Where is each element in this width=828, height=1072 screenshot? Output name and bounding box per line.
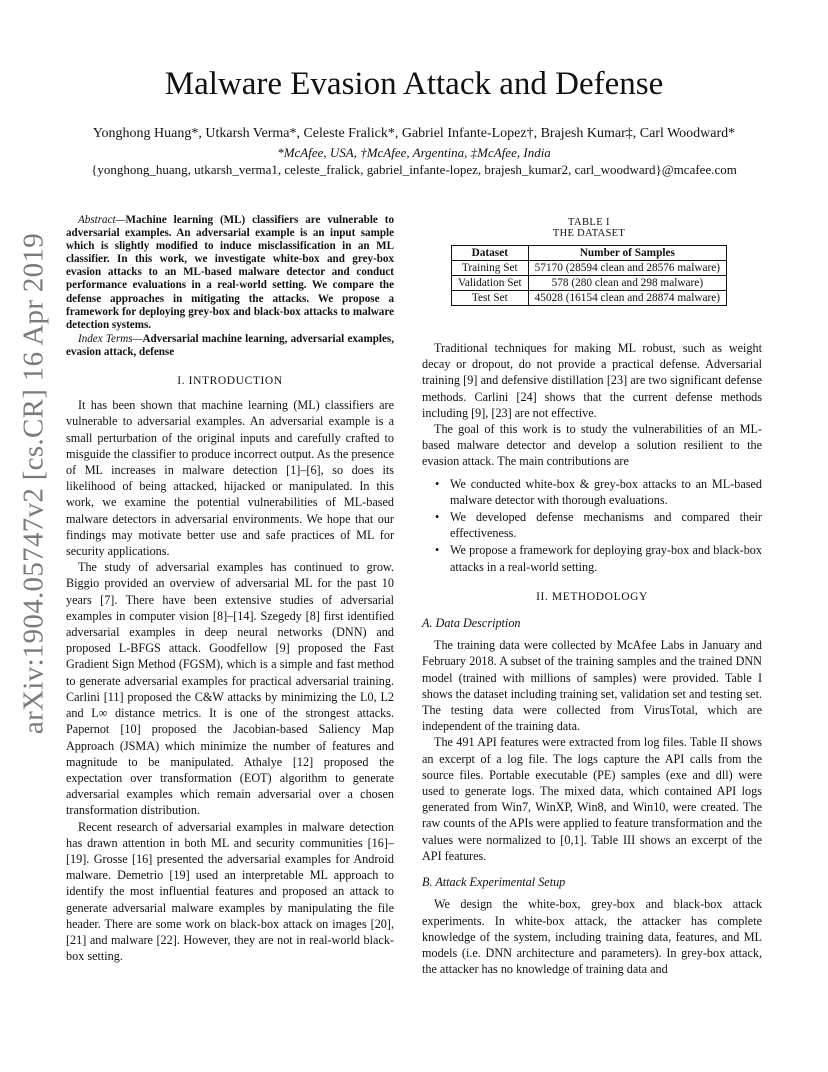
table-cell: 578 (280 clean and 298 malware) <box>528 276 726 291</box>
list-item: • We developed defense mechanisms and compared their effectiveness. <box>450 509 762 541</box>
arxiv-identifier: arXiv:1904.05747v2 [cs.CR] 16 Apr 2019 <box>17 232 50 735</box>
author-list: Yonghong Huang*, Utkarsh Verma*, Celeste Fralick*, Gabriel Infante-Lopez†, Brajesh Kumar‡, Carl Woodward* <box>92 126 736 141</box>
author-emails: {yonghong_huang, utkarsh_verma1, celeste_fralick, gabriel_infante-lopez, brajesh_kumar2, carl_woodward}@mcafee.com <box>91 162 737 177</box>
table-caption: THE DATASET <box>552 228 626 239</box>
table-cell: Test Set <box>451 291 528 306</box>
table-header-row <box>451 246 726 261</box>
table-header-cell: Number of Samples <box>528 246 726 261</box>
table-cell: 45028 (16154 clean and 28874 malware) <box>528 291 726 306</box>
abstract <box>66 214 394 332</box>
section-heading-methodology: II. METHODOLOGY <box>536 590 648 603</box>
abstract-lead: Abstract— <box>78 214 126 226</box>
intro-paragraph-4: Traditional techniques for making ML robust, such as weight decay or dropout, do not provide a practical defense. Adversarial training [9] and defensive distillation [23] are two significant defense methods. Carlini [24] shows that the current defense methods including [9], [23] are not effective. <box>422 341 762 420</box>
intro-paragraph-5: The goal of this work is to study the vulnerabilities of an ML-based malware detector and develop a solution resilient to the evasion attack. The main contributions are <box>422 422 762 469</box>
table-row <box>451 291 726 306</box>
left-column <box>66 214 394 964</box>
intro-paragraph-2: The study of adversarial examples has continued to grow. Biggio provided an overview of adversarial ML for the past 10 years [7]. There have been extensive studies of adversarial examples in computer vision [8]–[14]. Szegedy [8] first identified adversarial examples in deep neural networks (DNN) and proposed L-BFGS attack. Goodfellow [9] proposed the Fast Gradient Sign Method (FGSM), which is a simple and fast method to generate adversarial examples for practical adversarial training. Carlini [11] proposed the C&W attacks by minimizing the L0, L2 and L∞ distance metrics. It is one of the strongest attacks. Papernot [10] proposed the Jacobian-based Saliency Map Approach (JSMA) which minimize the number of features and magnitude to be manipulated. Athalye [12] proposed the expectation over transformation (EOT) algorithm to generate adversarial examples which remain adversarial over a chosen transformation distribution. <box>66 560 394 818</box>
affiliations: *McAfee, USA, †McAfee, Argentina, ‡McAfee, India <box>277 145 551 160</box>
section-heading-introduction: I. INTRODUCTION <box>177 375 283 388</box>
table-number: TABLE I <box>568 217 610 228</box>
index-terms-text: Adversarial machine learning, adversarial examples, evasion attack, defense <box>66 332 394 358</box>
subsection-heading-attack: B. Attack Experimental Setup <box>422 875 566 890</box>
table-cell: 57170 (28594 clean and 28576 malware) <box>528 261 726 276</box>
table-row <box>451 276 726 291</box>
list-item: • We propose a framework for deploying gray-box and black-box attacks in a real-world setting. <box>450 542 762 574</box>
abstract-text: Machine learning (ML) classifiers are vulnerable to adversarial examples. An adversarial example is an input sample which is slightly modified to induce misclassification in an ML classifier. In this work, we investigate white-box and grey-box evasion attacks to an ML-based malware detector and conduct performance evaluations in a real-world setting. We compare the defense approaches in mitigating the attacks. We propose a framework for deploying grey-box and black-box attacks to malware detection systems. <box>66 214 394 331</box>
table-row <box>451 261 726 276</box>
method-paragraph-1: The training data were collected by McAfee Labs in January and February 2018. A subset of the training samples and the trained DNN model (trained with millions of samples) were provided. Table I shows the dataset including training set, validation set and testing set. The testing data were collected from VirusTotal, which are independent of the training data. <box>422 638 762 734</box>
paper-title: Malware Evasion Attack and Defense <box>164 66 664 102</box>
index-terms-lead: Index Terms— <box>78 332 143 345</box>
subsection-heading-data: A. Data Description <box>422 616 521 631</box>
list-item: • We conducted white-box & grey-box attacks to an ML-based malware detector with thorough evaluations. <box>450 476 762 508</box>
method-paragraph-3: We design the white-box, grey-box and black-box attack experiments. In white-box attack, the attacker has complete knowledge of the system, including training data, features, and ML models (i.e. DNN architecture and parameters). In grey-box attack, the attacker has no knowledge of training data and <box>422 897 762 977</box>
right-column <box>422 340 762 977</box>
method-paragraph-2: The 491 API features were extracted from log files. Table II shows an excerpt of a log file. The logs capture the API calls from the source files. Portable executable (PE) samples (exe and dll) were used to generate logs. The mixed data, which contained API logs generated from Win7, WinXP, Win8, and Win10, were created. The raw counts of the APIs were applied to feature transformation and the values were normalized to [0,1]. Table III shows an excerpt of the API features. <box>422 735 762 863</box>
contributions-list <box>422 476 762 575</box>
dataset-table <box>451 245 727 306</box>
intro-paragraph-1: It has been shown that machine learning (ML) classifiers are vulnerable to adversarial examples. An adversarial example is a small perturbation of the original inputs and carefully crafted to misguide the classifier to produce incorrect output. As the presence of ML increases in malware detection [1]–[6], so does its likelihood of being attacked, hijacked or manipulated. In this work, we examine the potential vulnerabilities of ML-based malware detectors in adversarial environments. We hope that our findings may motivate better use and safe practices of ML for security applications. <box>66 398 394 559</box>
table-cell: Training Set <box>451 261 528 276</box>
intro-paragraph-3: Recent research of adversarial examples in malware detection has drawn attention in both ML and security communities [16]–[19]. Grosse [16] presented the adversarial examples for Android malware. Demetrio [19] used an interpretable ML approach to identify the most influential features and proposed an attack to generate adversarial malware examples by manipulating the file header. There are some work on black-box attack on images [20], [21] and malware [22]. However, they are not in real-world black-box setting. <box>66 819 394 964</box>
table-header-cell: Dataset <box>451 246 528 261</box>
index-terms <box>66 333 394 359</box>
table-1 <box>433 217 745 306</box>
table-cell: Validation Set <box>451 276 528 291</box>
